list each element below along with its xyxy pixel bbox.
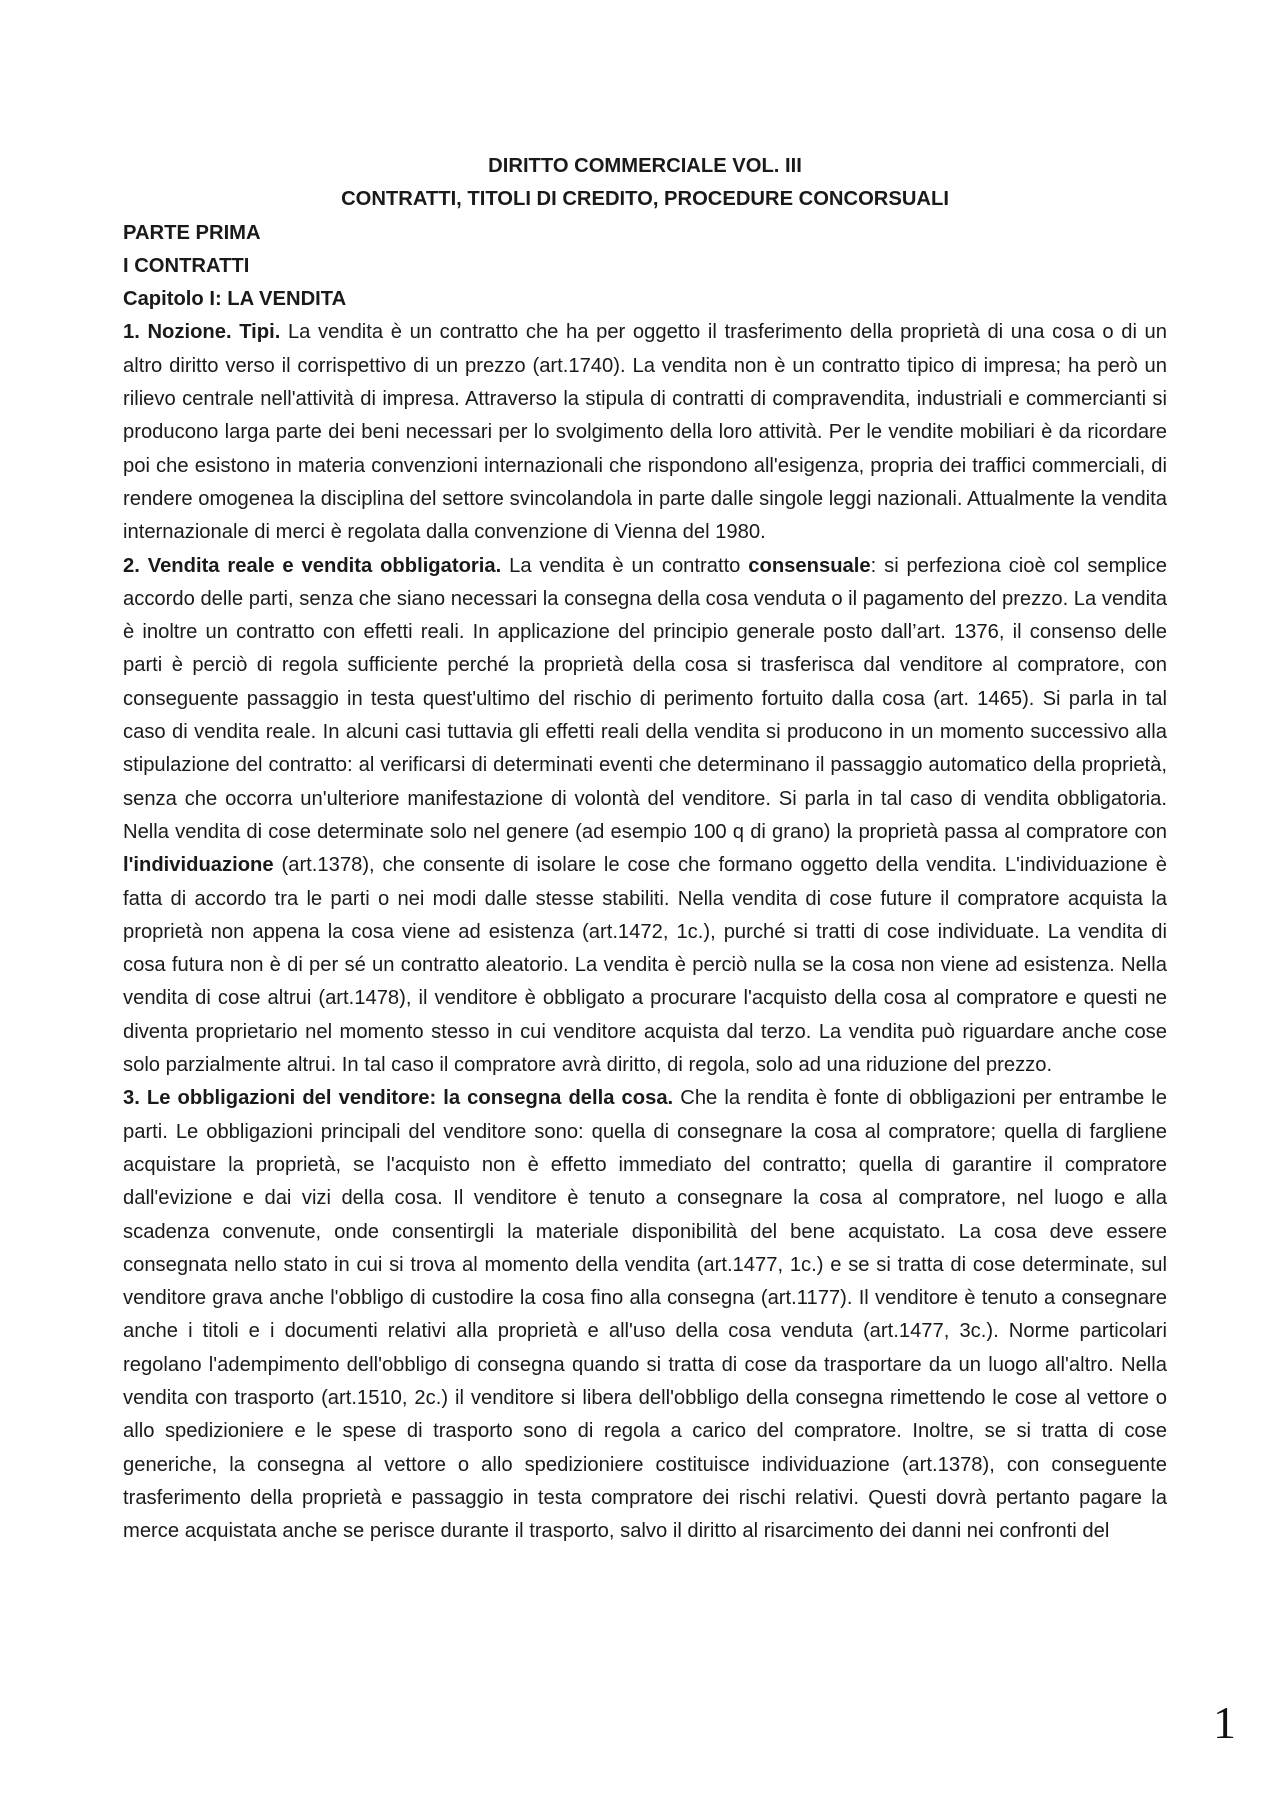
part-heading: PARTE PRIMA	[123, 221, 261, 244]
paragraph-3-text: Che la rendita è fonte di obbligazioni per entrambe le parti. Le obbligazioni principali del venditore sono: quella di consegnare la cosa al compratore; quella di fargliene acquistare la proprietà, se l'acquisto non è effetto immediato del contratto; quella di garantire il compratore dall'evizione e dai vizi della cosa. Il venditore è tenuto a consegnare la cosa al compratore, nel luogo e alla scadenza convenute, onde consentirgli la materiale disponibilità del bene acquistato. La cosa deve essere consegnata nello stato in cui si trova al momento della vendita (art.1477, 1c.) e se si tratta di cose determinate, sul venditore grava anche l'obbligo di custodire la cosa fino alla consegna (art.1177). Il venditore è tenuto a consegnare anche i titoli e i documenti relativi alla proprietà e all'uso della cosa venduta (art.1477, 3c.). Norme particolari regolano l'adempimento dell'obbligo di consegna quando si tratta di cose da trasportare da un luogo all'altro. Nella vendita con trasporto (art.1510, 2c.) il venditore si libera dell'obbligo della consegna rimettendo le cose al vettore o allo spedizioniere e le spese di trasporto sono di regola a carico del compratore. Inoltre, se si tratta di cose generiche, la consegna al vettore o allo spedizioniere costituisce individuazione (art.1378), con conseguente trasferimento della proprietà e passaggio in testa compratore dei rischi relativi. Questi dovrà pertanto pagare la merce acquistata anche se perisce durante il trasporto, salvo il diritto al risarcimento dei danni nei confronti del	[123, 1087, 1167, 1543]
paragraph-2-bold-consensuale: consensuale	[748, 554, 871, 577]
document-page	[123, 150, 1167, 1548]
paragraph-3	[123, 1082, 1167, 1548]
chapter-heading: Capitolo I: LA VENDITA	[123, 288, 347, 311]
page-number: 1	[1213, 1697, 1236, 1748]
paragraph-3-heading: 3. Le obbligazioni del venditore: la consegna della cosa.	[123, 1087, 674, 1110]
section-heading: I CONTRATTI	[123, 254, 250, 277]
paragraph-1-heading: 1. Nozione. Tipi.	[123, 321, 281, 344]
document-title: DIRITTO COMMERCIALE VOL. III	[488, 155, 802, 177]
paragraph-2-text-c: (art.1378), che consente di isolare le cose che formano oggetto della vendita. L'individuazione è fatta di accordo tra le parti o nei modi dalle stesse stabiliti. Nella vendita di cose future il compratore acquista la proprietà non appena la cosa viene ad esistenza (art.1472, 1c.), purché si tratti di cose individuate. La vendita di cosa futura non è di per sé un contratto aleatorio. La vendita è perciò nulla se la cosa non viene ad esistenza. Nella vendita di cose altrui (art.1478), il venditore è obbligato a procurare l'acquisto della cosa al compratore e questi ne diventa proprietario nel momento stesso in cui venditore acquista dal terzo. La vendita può riguardare anche cose solo parzialmente altrui. In tal caso il compratore avrà diritto, di regola, solo ad una riduzione del prezzo.	[123, 854, 1167, 1077]
document-subtitle: CONTRATTI, TITOLI DI CREDITO, PROCEDURE CONCORSUALI	[341, 188, 949, 211]
paragraph-2	[123, 550, 1167, 1083]
paragraph-2-text-b: : si perfeziona cioè col semplice accordo delle parti, senza che siano necessari la consegna della cosa venduta o il pagamento del prezzo. La vendita è inoltre un contratto con effetti reali. In applicazione del principio generale posto dall’art. 1376, il consenso delle parti è perciò di regola sufficiente perché la proprietà della cosa si trasferisca dal venditore al compratore, con conseguente passaggio in testa quest'ultimo del rischio di perimento fortuito dalla cosa (art. 1465). Si parla in tal caso di vendita reale. In alcuni casi tuttavia gli effetti reali della vendita si producono in un momento successivo alla stipulazione del contratto: al verificarsi di determinati eventi che determinano il passaggio automatico della proprietà, senza che occorra un'ulteriore manifestazione di volontà del venditore. Si parla in tal caso di vendita obbligatoria. Nella vendita di cose determinate solo nel genere (ad esempio 100 q di grano) la proprietà passa al compratore con	[123, 554, 1167, 843]
paragraph-2-bold-individuazione: l'individuazione	[123, 854, 274, 877]
paragraph-2-heading: 2. Vendita reale e vendita obbligatoria.	[123, 554, 502, 577]
paragraph-2-text-a: La vendita è un contratto	[501, 554, 749, 577]
paragraph-1-text: La vendita è un contratto che ha per oggetto il trasferimento della proprietà di una cosa o di un altro diritto verso il corrispettivo di un prezzo (art.1740). La vendita non è un contratto tipico di impresa; ha però un rilievo centrale nell'attività di impresa. Attraverso la stipula di contratti di compravendita, industriali e commercianti si producono larga parte dei beni necessari per lo svolgimento della loro attività. Per le vendite mobiliari è da ricordare poi che esistono in materia convenzioni internazionali che rispondono all'esigenza, propria dei traffici commerciali, di rendere omogenea la disciplina del settore svincolandola in parte dalle singole leggi nazionali. Attualmente la vendita internazionale di merci è regolata dalla convenzione di Vienna del 1980.	[123, 321, 1167, 544]
paragraph-1	[123, 316, 1167, 549]
